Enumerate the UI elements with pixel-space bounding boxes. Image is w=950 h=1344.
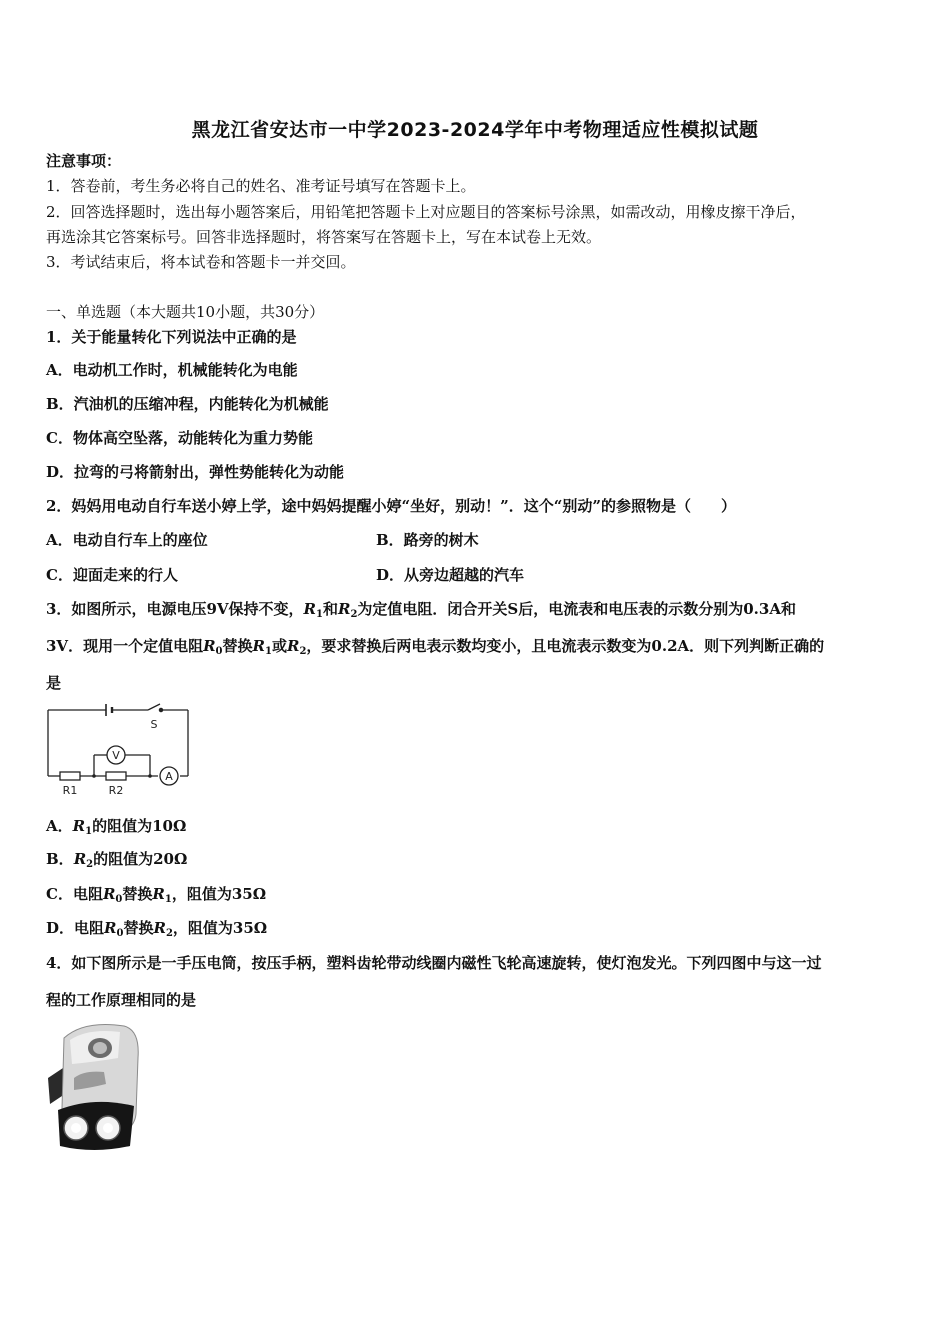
q1-option-b: B．汽油机的压缩冲程，内能转化为机械能: [46, 395, 329, 413]
q1-option-c: C．物体高空坠落，动能转化为重力势能: [46, 429, 313, 447]
ammeter-label: A: [165, 770, 173, 783]
q2-option-a: A．电动自行车上的座位: [46, 531, 208, 549]
q1-option-a: A．电动机工作时，机械能转化为电能: [46, 361, 298, 379]
notice-heading: 注意事项：: [46, 152, 122, 170]
notice-item-3: 3．考试结束后，将本试卷和答题卡一并交回。: [46, 253, 356, 271]
switch-label: S: [150, 718, 158, 731]
hand-flashlight-image: [44, 1018, 144, 1158]
notice-item-1: 1．答卷前，考生务必将自己的姓名、准考证号填写在答题卡上。: [46, 177, 476, 195]
q2-option-c: C．迎面走来的行人: [46, 566, 178, 584]
q3-stem-line-2: 3V．现用一个定值电阻$R_0$替换$R_1$或$R_2$，要求替换后两电表示数均变小，且电流表示数变为0.2A．则下列判断正确的: [46, 637, 825, 657]
circuit-diagram: [44, 700, 194, 800]
q3-stem-line-3: 是: [46, 674, 62, 692]
q3-option-c: C．电阻$R_0$替换$R_1$，阻值为35Ω: [46, 885, 267, 905]
r1-label: R1: [62, 784, 78, 797]
q3-option-d: D．电阻$R_0$替换$R_2$，阻值为35Ω: [46, 919, 268, 939]
q4-stem-line-2: 程的工作原理相同的是: [46, 991, 197, 1009]
q1-option-d: D．拉弯的弓将箭射出，弹性势能转化为动能: [46, 463, 345, 481]
q1-stem: 1．关于能量转化下列说法中正确的是: [46, 328, 297, 346]
q2-stem: 2．妈妈用电动自行车送小婷上学，途中妈妈提醒小婷“坐好，别动！”．这个“别动”的参照物是（ ）: [46, 497, 736, 515]
q3-option-a: A．$R_1$的阻值为10Ω: [46, 817, 187, 837]
notice-item-2: 2．回答选择题时，选出每小题答案后，用铅笔把答题卡上对应题目的答案标号涂黑，如需改动，用橡皮擦干净后，: [46, 203, 806, 221]
r2-label: R2: [108, 784, 124, 797]
exam-title: 黑龙江省安达市一中学2023-2024学年中考物理适应性模拟试题: [191, 119, 759, 141]
voltmeter-label: V: [112, 749, 120, 762]
notice-item-2-cont: 再选涂其它答案标号。回答非选择题时，将答案写在答题卡上，写在本试卷上无效。: [46, 228, 602, 246]
q2-option-b: B．路旁的树木: [376, 531, 479, 549]
q3-option-b: B．$R_2$的阻值为20Ω: [46, 850, 188, 870]
q2-option-d: D．从旁边超越的汽车: [376, 566, 525, 584]
q3-stem-line-1: 3．如图所示，电源电压9V保持不变，$R_1$和$R_2$为定值电阻．闭合开关S后，电流表和电压表的示数分别为0.3A和: [46, 600, 796, 620]
section-heading: 一、单选题（本大题共10小题，共30分）: [46, 303, 325, 321]
q4-stem-line-1: 4．如下图所示是一手压电筒，按压手柄，塑料齿轮带动线圈内磁性飞轮高速旋转，使灯泡发光。下列四图中与这一过: [46, 954, 822, 972]
